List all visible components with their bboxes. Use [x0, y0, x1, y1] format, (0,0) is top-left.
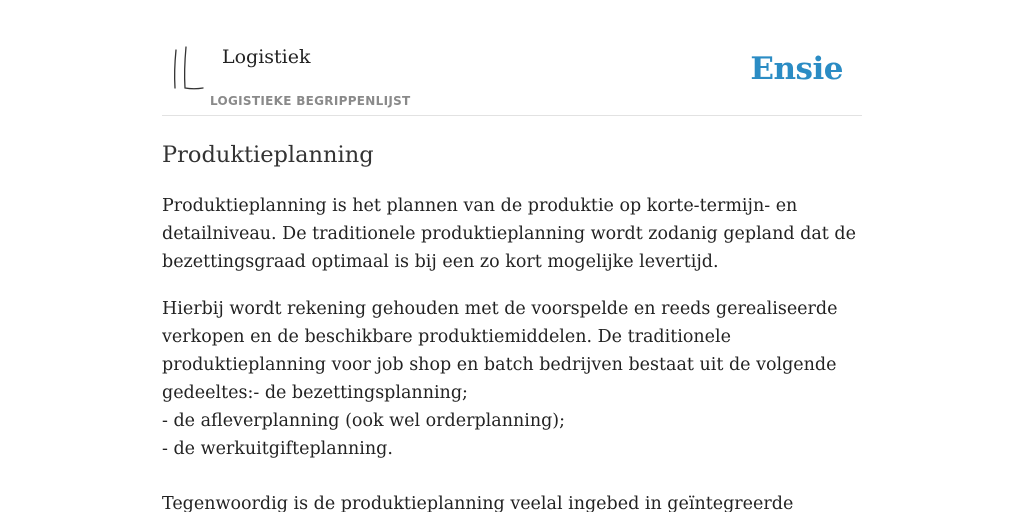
book-logo[interactable] [166, 44, 210, 94]
header [162, 0, 862, 116]
ensie-brand-link[interactable]: Ensie [750, 51, 843, 87]
definition-paragraph-3: Tegenwoordig is de produktieplanning veelal ingebed in geïntegreerde [162, 494, 794, 512]
term-title: Produktieplanning [162, 142, 374, 168]
page [162, 0, 862, 512]
definition-paragraph-1: Produktieplanning is het plannen van de produktie op korte-termijn- en detailniveau. De traditionele produktieplanning wordt zodanig gepland dat de bezettingsgraad optimaal is bij een zo kort mogelijke levertijd. [162, 196, 856, 272]
book-title-link[interactable]: Logistiek [222, 46, 311, 68]
book-subtitle: LOGISTIEKE BEGRIPPENLIJST [210, 94, 411, 108]
handwritten-il-logo-icon [166, 44, 210, 94]
definition-paragraph-2: Hierbij wordt rekening gehouden met de voorspelde en reeds gerealiseerde verkopen en de beschikbare produktiemiddelen. De traditionele produktieplanning voor job shop en batch bedrijven bestaat uit de volgende gedeeltes:- de bezettingsplanning; - de afleverplanning (ook wel orderplanning); - de werkuitgifteplanning. [162, 299, 838, 459]
